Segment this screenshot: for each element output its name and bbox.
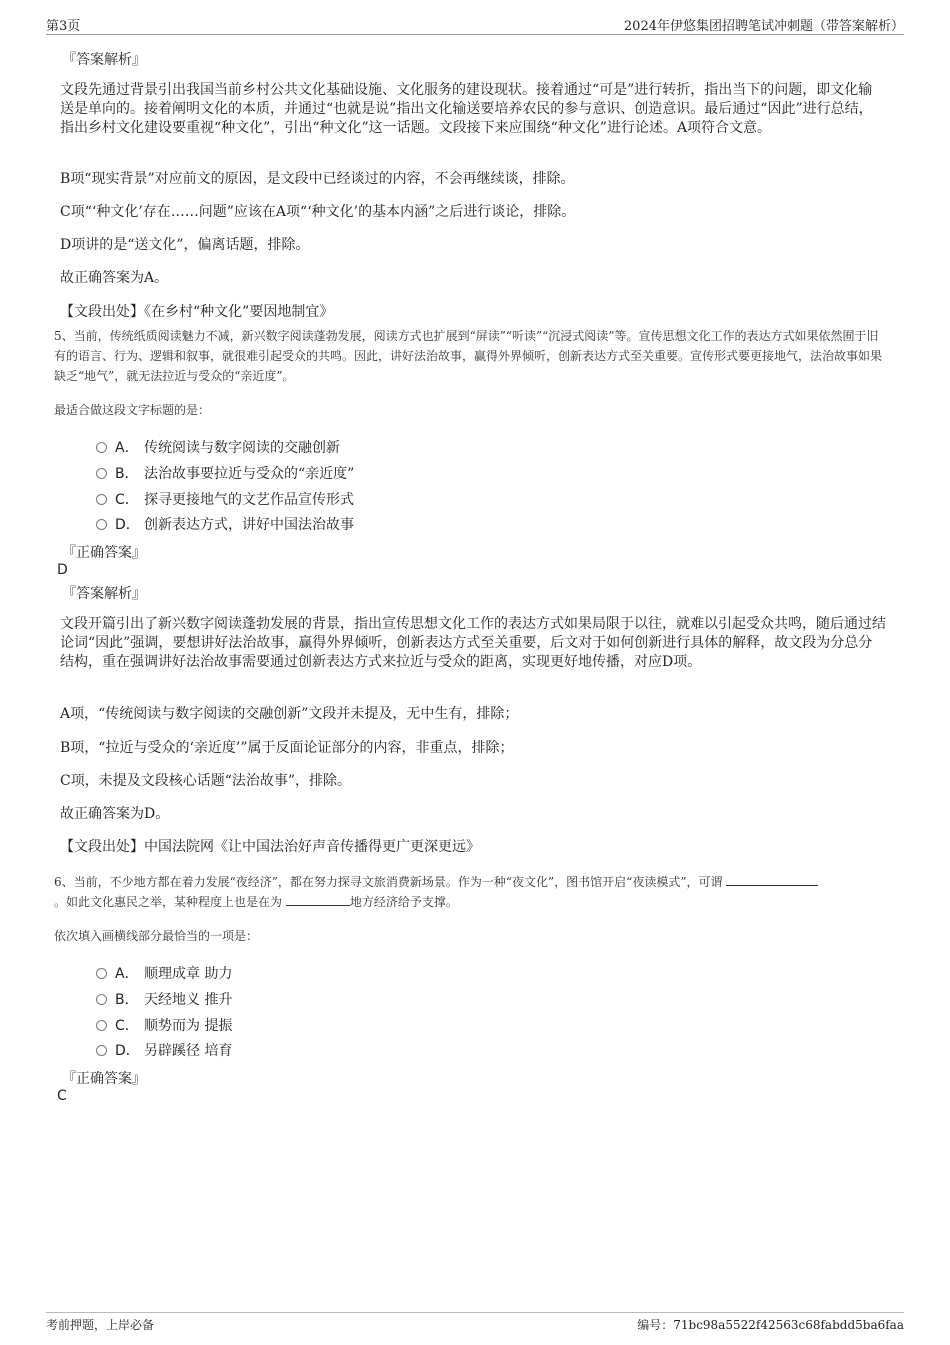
option-b[interactable] bbox=[96, 463, 496, 483]
radio-icon[interactable] bbox=[96, 1020, 107, 1031]
option-b-note: B项，“拉近与受众的‘亲近度’”属于反面论证部分的内容，非重点，排除； bbox=[60, 740, 514, 756]
option-d-note: D项讲的是“送文化”，偏离话题，排除。 bbox=[60, 237, 310, 253]
source-citation: 【文段出处】《在乡村“种文化”要因地制宜》 bbox=[60, 304, 334, 320]
question-6-prompt: 依次填入画横线部分最恰当的一项是： bbox=[54, 929, 259, 943]
option-c-note: C项，未提及文段核心话题“法治故事”，排除。 bbox=[60, 773, 352, 789]
document-title: 2024年伊悠集团招聘笔试冲刺题（带答案解析） bbox=[623, 19, 904, 34]
option-d[interactable] bbox=[96, 1040, 396, 1060]
option-a-note: A项，“传统阅读与数字阅读的交融创新”文段并未提及，无中生有，排除； bbox=[60, 706, 519, 722]
option-text: 探寻更接地气的文艺作品宣传形式 bbox=[144, 492, 354, 508]
option-text: 法治故事要拉近与受众的“亲近度” bbox=[144, 466, 355, 482]
option-letter: B． bbox=[115, 992, 139, 1008]
option-letter: B． bbox=[115, 466, 139, 482]
option-text: 天经地义 推升 bbox=[144, 992, 233, 1008]
document-id: 编号：71bc98a5522f42563c68fabdd5ba6faa bbox=[637, 1318, 904, 1332]
option-b[interactable] bbox=[96, 989, 396, 1009]
footer-slogan: 考前押题，上岸必备 bbox=[46, 1318, 155, 1332]
stem-text: 。如此文化惠民之举，某种程度上也是在为 bbox=[54, 895, 283, 909]
radio-icon[interactable] bbox=[96, 1045, 107, 1056]
question-5-stem: 5、当前，传统纸质阅读魅力不减，新兴数字阅读蓬勃发展，阅读方式也扩展到“屏读”“听读”“沉浸式阅读”等。宣传思想文化工作的表达方式如果依然囿于旧有的语言、行为、逻辑和叙事，就很难引起受众的共鸣。因此，讲好法治故事，赢得外界倾听，创新表达方式至关重要。宣传形式要更接地气，法治故事如果缺乏“地气”，就无法拉近与受众的“亲近度”。 bbox=[54, 329, 883, 383]
source-citation: 【文段出处】中国法院网《让中国法治好声音传播得更广更深更远》 bbox=[60, 839, 480, 855]
option-c[interactable] bbox=[96, 1015, 396, 1035]
option-text: 顺势而为 提振 bbox=[144, 1018, 233, 1034]
option-letter: D． bbox=[115, 517, 140, 533]
stem-text: 6、当前，不少地方都在着力发展“夜经济”，都在努力探寻文旅消费新场景。作为一种“夜文化”，图书馆开启“夜读模式”，可谓 bbox=[54, 875, 723, 889]
option-letter: C． bbox=[115, 1018, 139, 1034]
radio-icon[interactable] bbox=[96, 994, 107, 1005]
analysis-paragraph: 文段开篇引出了新兴数字阅读蓬勃发展的背景，指出宣传思想文化工作的表达方式如果局限于以往，就难以引起受众共鸣，随后通过结论词“因此”强调，要想讲好法治故事，赢得外界倾听，创新表达方式至关重要，后文对于如何创新进行具体的解释，故文段为分总分结构，重在强调讲好法治故事需要通过创新表达方式来拉近与受众的距离，实现更好地传播，对应D项。 bbox=[60, 616, 886, 670]
question-5-prompt: 最适合做这段文字标题的是： bbox=[54, 403, 211, 417]
conclusion: 故正确答案为D。 bbox=[60, 806, 170, 822]
option-text: 顺理成章 助力 bbox=[144, 966, 233, 982]
radio-icon[interactable] bbox=[96, 968, 107, 979]
option-letter: A． bbox=[115, 440, 139, 456]
page-number: 第3页 bbox=[46, 19, 81, 34]
option-text: 创新表达方式，讲好中国法治故事 bbox=[144, 517, 354, 533]
option-b-note: B项“现实背景”对应前文的原因，是文段中已经谈过的内容，不会再继续谈，排除。 bbox=[60, 171, 575, 187]
option-c-note: C项“‘种文化’存在……问题”应该在A项“‘种文化’的基本内涵”之后进行谈论，排除。 bbox=[60, 204, 576, 220]
radio-icon[interactable] bbox=[96, 494, 107, 505]
correct-answer-label: 『正确答案』 bbox=[62, 1071, 146, 1087]
conclusion: 故正确答案为A。 bbox=[60, 270, 169, 286]
correct-answer-label: 『正确答案』 bbox=[62, 545, 146, 561]
option-d[interactable] bbox=[96, 514, 496, 534]
radio-icon[interactable] bbox=[96, 468, 107, 479]
option-a[interactable] bbox=[96, 963, 396, 983]
correct-answer: C bbox=[57, 1088, 67, 1104]
correct-answer: D bbox=[57, 562, 68, 578]
blank-1 bbox=[726, 873, 818, 886]
page-footer bbox=[46, 1312, 904, 1335]
option-letter: C． bbox=[115, 492, 139, 508]
analysis-label: 『答案解析』 bbox=[62, 586, 146, 602]
option-a[interactable] bbox=[96, 437, 496, 457]
option-c[interactable] bbox=[96, 489, 496, 509]
question-6-stem bbox=[54, 872, 894, 912]
option-letter: A． bbox=[115, 966, 139, 982]
option-text: 另辟蹊径 培育 bbox=[144, 1043, 233, 1059]
analysis-paragraph: 文段先通过背景引出我国当前乡村公共文化基础设施、文化服务的建设现状。接着通过“可是”进行转折，指出当下的问题，即文化输送是单向的。接着阐明文化的本质，并通过“也就是说”指出文化输送要培养农民的参与意识、创造意识。最后通过“因此”进行总结，指出乡村文化建设要重视“种文化”，引出“种文化”这一话题。文段接下来应围绕“种文化”进行论述。A项符合文意。 bbox=[60, 82, 873, 136]
radio-icon[interactable] bbox=[96, 442, 107, 453]
stem-text: 地方经济给予支撑。 bbox=[349, 895, 458, 909]
option-letter: D． bbox=[115, 1043, 140, 1059]
blank-2 bbox=[286, 893, 350, 906]
analysis-label: 『答案解析』 bbox=[62, 52, 146, 68]
radio-icon[interactable] bbox=[96, 519, 107, 530]
option-text: 传统阅读与数字阅读的交融创新 bbox=[144, 440, 340, 456]
